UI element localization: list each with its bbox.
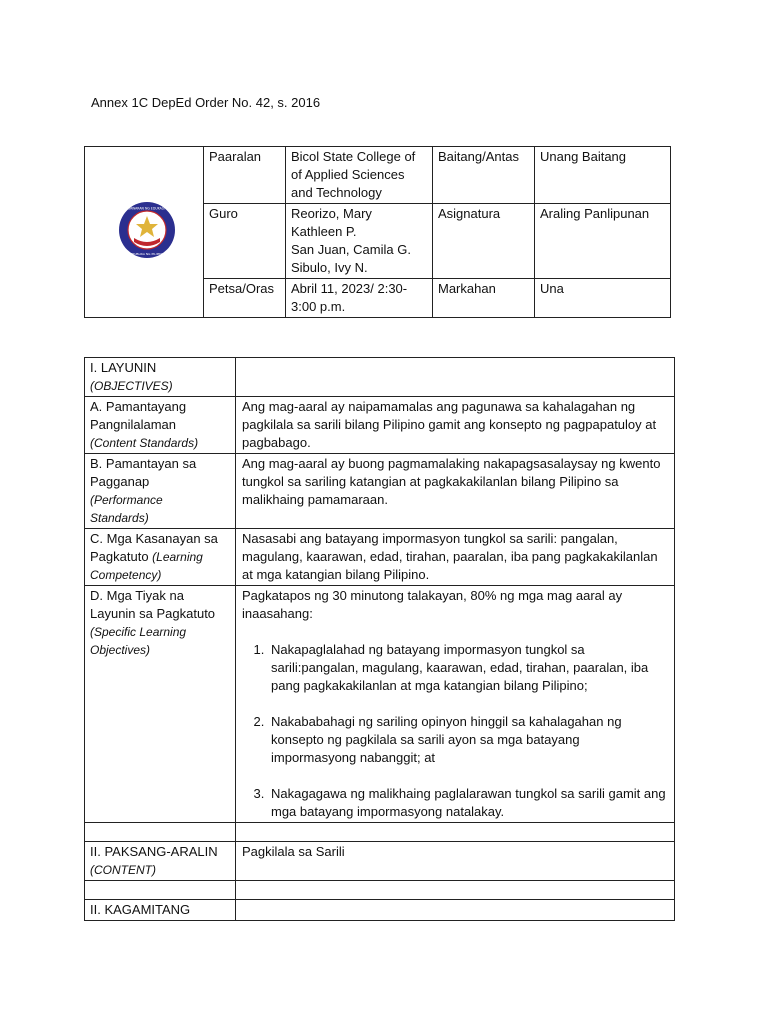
performance-standards-label: B. Pamantayan sa Pagganap (Performance Standards) (85, 454, 236, 529)
school-info-table (84, 146, 671, 318)
petsa-value: Abril 11, 2023/ 2:30- 3:00 p.m. (286, 279, 433, 318)
objective-item: 3. Nakagagawa ng malikhaing paglalarawan tungkol sa sarili gamit ang mga batayang impormasyong natalakay. (268, 785, 668, 821)
specific-objectives-row (85, 586, 675, 823)
paksa-label: II. PAKSANG-ARALIN (CONTENT) (85, 842, 236, 881)
content-standards-text: Ang mag-aaral ay naipamamalas ang pagunawa sa kahalagahan ng pagkilala sa sarili bilang Pilipino gamit ang konsepto ng pagpapatuloy at pagbabago. (236, 397, 675, 454)
paksa-row (85, 842, 675, 881)
markahan-label: Markahan (433, 279, 535, 318)
performance-standards-row (85, 454, 675, 529)
deped-seal-icon (117, 200, 177, 260)
objective-item: 2. Nakababahagi ng sariling opinyon hinggil sa kahalagahan ng konsepto ng pagkilala sa sarili ayon sa mga batayang impormasyong nabanggit; at (268, 713, 668, 767)
petsa-label: Petsa/Oras (204, 279, 286, 318)
empty-row (85, 823, 675, 842)
specific-objectives-content (236, 586, 675, 823)
markahan-value: Una (535, 279, 671, 318)
learning-competency-row (85, 529, 675, 586)
empty-cell (236, 881, 675, 900)
objectives-lead: Pagkatapos ng 30 minutong talakayan, 80% ng mga mag aaral ay inaasahang: (242, 588, 623, 621)
objectives-list (242, 641, 668, 821)
paksa-content: Pagkilala sa Sarili (236, 842, 675, 881)
empty-cell (85, 881, 236, 900)
empty-cell (85, 823, 236, 842)
layunin-row (85, 358, 675, 397)
learning-competency-text: Nasasabi ang batayang impormasyon tungkol sa sarili: pangalan, magulang, kaarawan, edad, tirahan, paaralan, iba pang pagkakakilanlan at mga katangian bilang Pilipino. (236, 529, 675, 586)
annex-title: Annex 1C DepEd Order No. 42, s. 2016 (91, 95, 321, 110)
guro-value: Reorizo, Mary Kathleen P. San Juan, Camila G. Sibulo, Ivy N. (286, 204, 433, 279)
performance-standards-text: Ang mag-aaral ay buong pagmamalaking nakapagsasalaysay ng kwento tungkol sa sariling katangian at pagkakakilanlan bilang Pilipino sa malikhaing pamamaraan. (236, 454, 675, 529)
empty-cell (236, 823, 675, 842)
content-standards-label: A. Pamantayang Pangnilalaman (Content Standards) (85, 397, 236, 454)
baitang-value: Unang Baitang (535, 147, 671, 204)
asignatura-label: Asignatura (433, 204, 535, 279)
specific-objectives-label: D. Mga Tiyak na Layunin sa Pagkatuto (Specific Learning Objectives) (85, 586, 236, 823)
kagamitan-row (85, 900, 675, 921)
content-standards-row (85, 397, 675, 454)
learning-competency-label: C. Mga Kasanayan sa Pagkatuto (Learning Competency) (85, 529, 236, 586)
lesson-plan-table (84, 357, 675, 921)
layunin-content (236, 358, 675, 397)
guro-label: Guro (204, 204, 286, 279)
deped-seal-cell (85, 147, 204, 318)
empty-row (85, 881, 675, 900)
baitang-label: Baitang/Antas (433, 147, 535, 204)
asignatura-value: Araling Panlipunan (535, 204, 671, 279)
seal-top-text: KAGAWARAN NG EDUKASYON (122, 206, 171, 210)
layunin-label: I. LAYUNIN (OBJECTIVES) (85, 358, 236, 397)
objective-item: 1. Nakapaglalahad ng batayang impormasyon tungkol sa sarili:pangalan, magulang, kaarawan, edad, tirahan, paaralan, iba pang pagkakakilanlan at mga katangian bilang Pilipino; (268, 641, 668, 695)
kagamitan-content (236, 900, 675, 921)
kagamitan-label: II. KAGAMITANG (85, 900, 236, 921)
paaralan-label: Paaralan (204, 147, 286, 204)
seal-bottom-text: REPUBLIKA NG PILIPINAS (127, 251, 166, 256)
paaralan-value: Bicol State College of of Applied Sciences and Technology (286, 147, 433, 204)
